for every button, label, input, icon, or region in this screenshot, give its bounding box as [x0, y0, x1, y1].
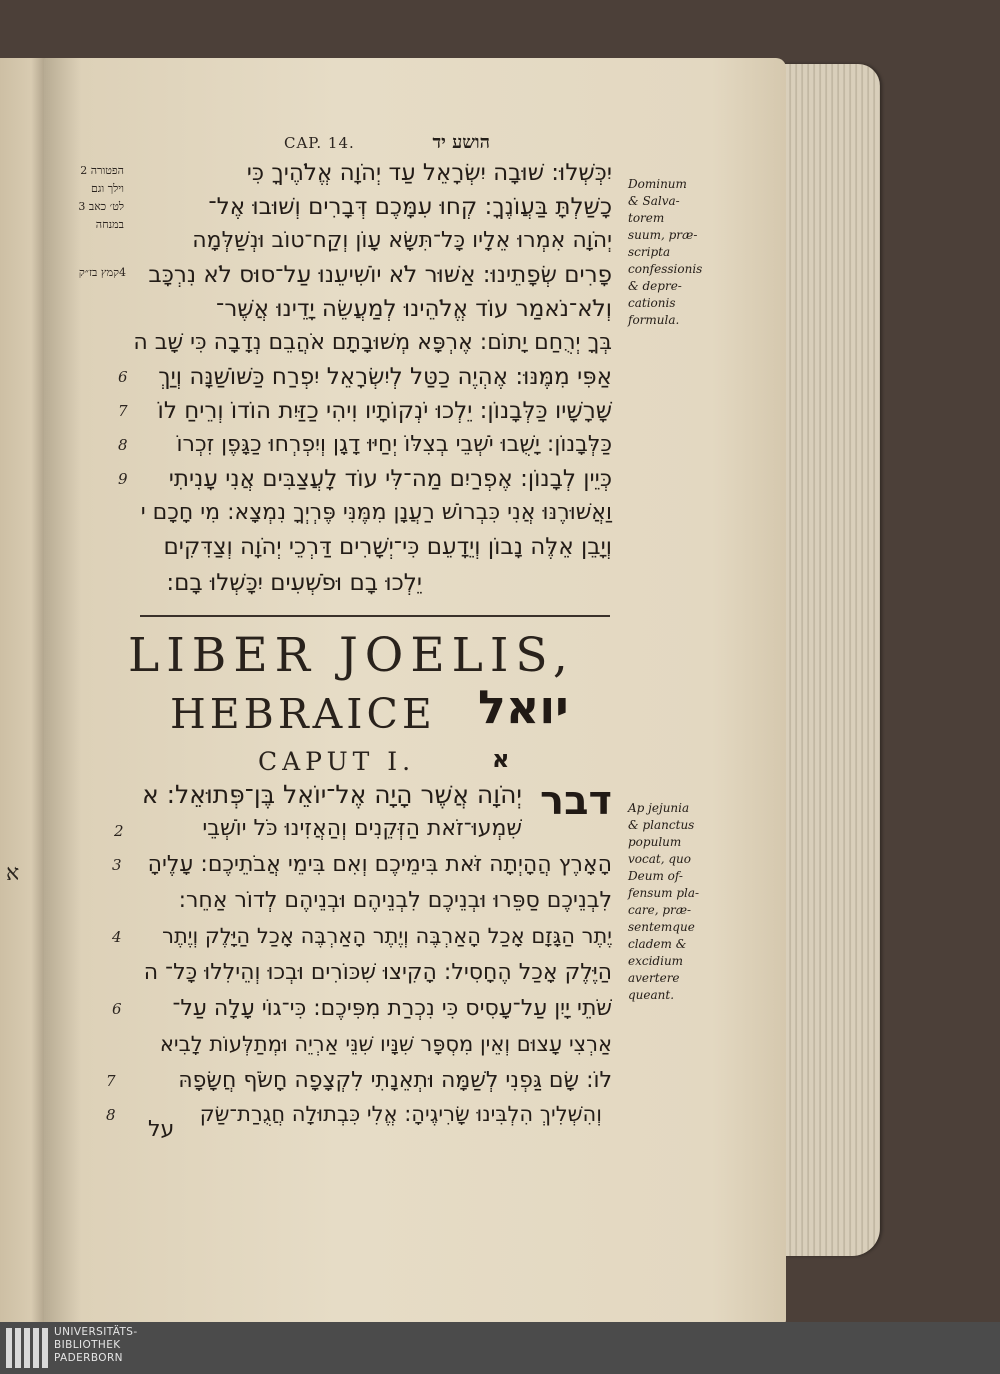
running-head-hebrew: הושע יד [432, 132, 490, 153]
text-line: לִבְנֵיכֶם סַפֵּרוּ וּבְנֵיכֶם לִבְנֵיהֶם וּבְנֵיהֶם לְדוֹר אַחֵר: [178, 888, 612, 913]
margin-note: וילך וגם [90, 182, 124, 195]
catchword: על [148, 1117, 175, 1142]
text-line: שֹׁתֵי יָיִן עַל־עָסִיס כִּי נִכְרַת מִפִּיכֶם: כִּי־גוֹי עָלָה עַל־ [172, 996, 612, 1021]
book-title-hebrew: יואל [478, 680, 569, 734]
text-line: יֶתֶר הַגָּזָם אָכַל הָאַרְבֶּה וְיֶתֶר הָאַרְבֶּה אָכַל הַיָּלֶק וְיֶתֶר [162, 924, 612, 948]
chapter-heading-hebrew: א [492, 745, 510, 773]
library-logo-icon [6, 1328, 48, 1368]
text-line: אַפִּי מִמֶּנּוּ: אֶהְיֶה כַטַּל לְיִשְׂרָאֵל יִפְרַח כַּשּׁוֹשַׁנָּה וְיַךְ [158, 364, 612, 390]
verse-number: 7 [118, 402, 128, 420]
top-margin-hebrew-note-4: 4קמץ בז״ק [78, 266, 126, 279]
text-line: שָׁרָשָׁיו כַּלְּבָנוֹן: יֵלְכוּ יֹנְקוֹתָיו וִיהִי כַזַּיִת הוֹדוֹ וְרֵיחַ לוֹ [157, 398, 612, 424]
initial-word: דבר [540, 778, 612, 824]
book-title: LIBER JOELIS, [128, 628, 575, 683]
book-subtitle: HEBRAICE [170, 690, 436, 738]
margin-note: לט׳ כאב 3 [78, 200, 124, 213]
margin-note: הפטורה 2 [80, 164, 124, 177]
text-line: שִׁמְעוּ־זֹאת הַזְּקֵנִים וְהַאֲזִינוּ כֹּל יוֹשְׁבֵי [202, 816, 522, 841]
text-line: וְלֹא־נֹאמַר עוֹד אֱלֹהֵינוּ לְמַעֲשֵׂה יָדֵינוּ אֲשֶׁר־ [216, 296, 612, 322]
text-line: בְּךָ יְרֻחַם יָתוֹם: אֶרְפָּא מְשׁוּבָתָם אֹהֲבֵם נְדָבָה כִּי שָׁב ה [133, 330, 612, 355]
text-line: וְיָבֵן אֵלֶּה נָבוֹן וְיֵדָעֵם כִּי־יְשָׁרִים דַּרְכֵי יְהֹוָה וְצַדִּקִים [163, 534, 612, 560]
text-line: יְהֹוָה אִמְרוּ אֵלָיו כָּל־תִּשָּׂא עָוֺן וְקַח־טוֹב וּנְשַׁלְּמָה [192, 228, 612, 253]
verse-number: 8 [118, 436, 128, 454]
text-line: הַיֶּלֶק אָכַל הֶחָסִיל: הָקִיצוּ שִׁכּוֹרִים וּבְכוּ וְהֵילִלוּ כָּל־ ה [143, 960, 612, 985]
text-line: וְהִשְׁלִיךְ הִלְבִּינוּ שָׂרִיגֶיהָ: אֱלִי כִּבְתוּלָה חֲגֻרַת־שַׂק [199, 1102, 602, 1126]
verse-number: 3 [112, 856, 122, 874]
section-rule [140, 615, 610, 617]
verse-number: 9 [118, 470, 128, 488]
verse-number: 2 [114, 822, 124, 840]
text-line: יְהֹוָה אֲשֶׁר הָיָה אֶל־יוֹאֵל בֶּן־פְּתוּאֵל: א [141, 780, 522, 809]
verse-number: 4 [112, 928, 122, 946]
library-footer [0, 1322, 1000, 1374]
text-line: וַאֲשׁוּרֶנּוּ אֲנִי כִּבְרוֹשׁ רַעֲנָן מִמֶּנִּי פֶּרְיְךָ נִמְצָא: מִי חָכָם י [140, 500, 612, 525]
text-line: כְּיֵין לְבָנוֹן: אֶפְרַיִם מַה־לִּי עוֹד לָעֲצַבִּים אֲנִי עָנִיתִי [168, 466, 612, 492]
verse-number: 7 [106, 1072, 116, 1090]
verse-number: 6 [118, 368, 128, 386]
chapter-heading: CAPUT I. [258, 747, 416, 776]
text-line: לוֹ: שָׂם גַּפְנִי לְשַׁמָּה וּתְאֵנָתִי לִקְצָפָה חָשֹׂף חֲשָׂפָהּ [178, 1068, 612, 1093]
running-head [270, 134, 530, 160]
text-line: אַרְצִי עָצוּם וְאֵין מִסְפָּר שִׁנָּיו שִׁנֵּי אַרְיֵה וּמְתַלְּעוֹת לָבִיא [159, 1032, 612, 1056]
left-page-mark: א [6, 861, 20, 886]
text-line: כַּלְּבָנוֹן: יָשֻׁבוּ יֹשְׁבֵי בְצִלּוֹ יְחַיּוּ דָגָן וְיִפְרְחוּ כַגָּפֶן זִכְרוֹ [176, 432, 612, 457]
text-line: יִכְּשְׁלוּ: שׁוּבָה יִשְׂרָאֵל עַד יְהֹוָה אֱלֹהֶיךָ כִּי [246, 160, 612, 186]
book-fore-edge [774, 64, 880, 1256]
text-line: פָרִים שְׂפָתֵינוּ: אַשּׁוּר לֹא יוֹשִׁיעֵנוּ עַל־סוּס לֹא נִרְכָּב [148, 262, 612, 288]
margin-note: במנחה [95, 218, 124, 231]
text-line: כָשַׁלְתָּ בַּעֲוֺנֶךָ: קְחוּ עִמָּכֶם דְּבָרִים וְשׁוּבוּ אֶל־ [208, 194, 612, 220]
bottom-margin-latin-note: Ap jejunia & planctus populum vocat, quo Deum of- fensum pla- care, præ- sentemque cladem & excidium avertere queant. [628, 801, 700, 1002]
library-name: UNIVERSITÄTS- BIBLIOTHEK PADERBORN [54, 1326, 138, 1364]
top-margin-hebrew-notes [66, 162, 124, 234]
text-line: יֵלְכוּ בָם וּפֹשְׁעִים יִכָּשְׁלוּ בָם: [166, 570, 422, 596]
verse-number: 6 [112, 1000, 122, 1018]
text-line: הָאָרֶץ הֲהָיְתָה זֹּאת בִּימֵיכֶם וְאִם בִּימֵי אֲבֹתֵיכֶם: עָלֶיהָ [147, 852, 612, 877]
top-margin-latin-note: Dominum & Salva- torem suum, præ- scripta confessionis & depre- cationis formula. [628, 177, 703, 327]
running-head-latin: CAP. 14. [284, 134, 355, 152]
verse-number: 8 [106, 1106, 116, 1124]
